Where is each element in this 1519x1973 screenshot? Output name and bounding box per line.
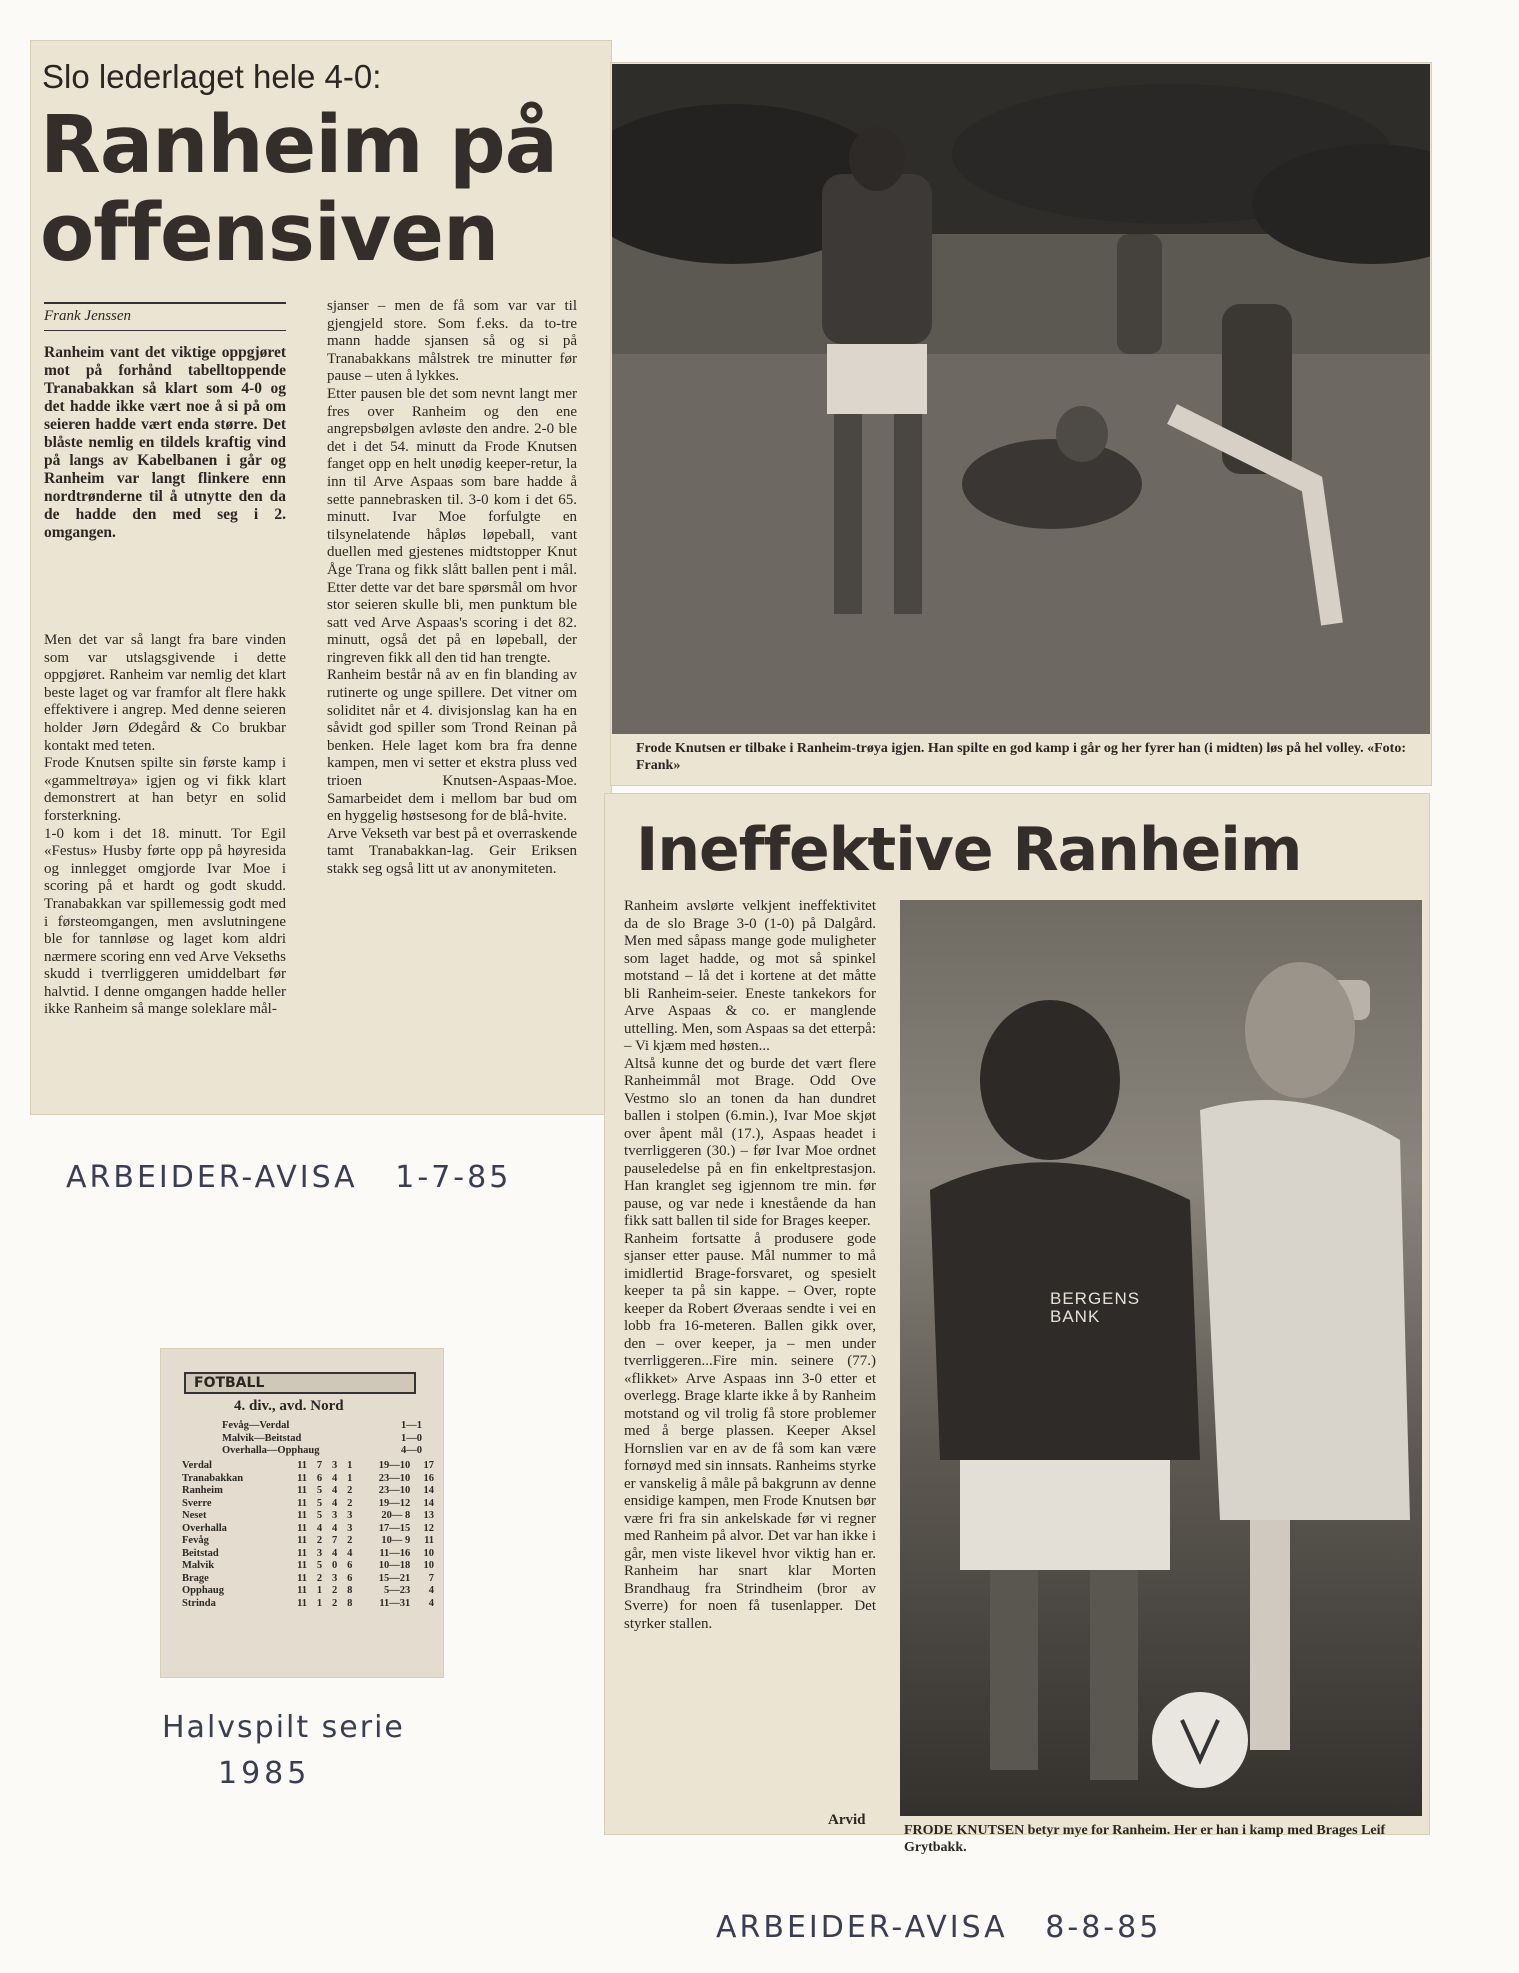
article2-headline: Ineffektive Ranheim [636, 815, 1302, 885]
table-row: Neset 11 5 3 3 20— 8 13 [182, 1510, 434, 1521]
table-row: Strinda 11 1 2 8 11—31 4 [182, 1597, 434, 1609]
shirt-sponsor-logo: BERGENS BANK [1050, 1289, 1141, 1326]
handwritten-note-line2: 1985 [218, 1756, 311, 1791]
article2-handwritten-source: ARBEIDER-AVISA 8-8-85 [716, 1910, 1162, 1945]
article2-photo-scene [900, 900, 1422, 1816]
byline-rule-bottom [44, 330, 286, 331]
table-header: FOTBALL [194, 1375, 265, 1391]
table-row: Ranheim 11 5 4 2 23—10 14 [182, 1485, 434, 1496]
article2-match-photo [900, 900, 1422, 1816]
article2-photo-caption: FRODE KNUTSEN betyr mye for Ranheim. Her er han i kamp med Brages Leif Grytbakk. [904, 1823, 1386, 1855]
article1-handwritten-source: ARBEIDER-AVISA 1-7-85 [66, 1160, 512, 1195]
article1-headline-line1: Ranheim på [40, 99, 557, 191]
result-row: Fevåg—Verdal 1—1 [222, 1420, 422, 1431]
article1-photo-scene [612, 64, 1430, 734]
article1-match-photo [612, 64, 1430, 734]
article1-column1-body: Men det var så langt fra bare vinden som var utslagsgivende i dette oppgjøret. Ranheim var nemlig det klart beste laget og var framfor alt flere hakk effektivere i angrep. Med denne seieren holder Jørn Ødegård & Co brukbar kontakt med teten. Frode Knutsen spilte sin første kamp i «gammeltrøya» igjen og vi fikk klart demonstrert at han betyr en solid forsterkning. 1-0 kom i det 18. minutt. Tor Egil «Festus» Husby førte opp på høyresida og innlegget omgjorde Ivar Moe i scoring på et hardt og godt skudd. Tranabakkan var spillemessig godt med i førsteomgangen, men avslutningene ble for tannløse og laget kom aldri nærmere scoring enn ved Arve Vekseths skudd i tverrliggeren umiddelbart før halvtid. I denne omgangen hadde heller ikke Ranheim så mange soleklare mål- [44, 632, 286, 1018]
table-row: Overhalla 11 4 4 3 17—15 12 [182, 1522, 434, 1534]
article1-column2-body: sjanser – men de få som var var til gjengjeld store. Som f.eks. da to-tre mann hadde sjansen så og si på Tranabakkans målstrek tre minutter før pause – uten å lykkes. Etter pausen ble det som nevnt langt mer fres over Ranheim og den ene angrepsbølgen avløste den andre. 2-0 ble det i det 54. minutt da Frode Knutsen fanget opp en helt unødig keeper-retur, la inn til Arve Aspaas som bare hadde å sette pannebrasken til. 3-0 kom i det 65. minutt. Ivar Moe forfulgte en tilsynelatende håpløs løpeball, vant duellen med gjestenes midtstopper Knut Åge Trana og fikk slått ballen pent i mål. Etter dette var det bare spørsmål om hvor stor seieren skulle bli, men punktum ble satt ved Arve Aspaas's scoring i det 82. minutt, også det på en løpeball, der ringreven fikk all den tid han trengte. Ranheim består nå av en fin blanding av rutinerte og unge spillere. Det vitner om soliditet når et 4. divisjonslag kan ha en såvidt god spiller som Trond Reinan på benken. Hele laget kom bra fra denne kampen, men vi setter et ekstra pluss ved trioen Knutsen-Aspaas-Moe. Samarbeidet dem i mellom bar bud om en hyggelig høstsesong for de blå-hvite. Arve Vekseth var best på et overraskende tamt Tranabakkan-lag. Geir Eriksen stakk seg også litt ut av anonymiteten. [327, 298, 577, 877]
article2-body: Ranheim avslørte velkjent ineffektivitet da de slo Brage 3-0 (1-0) på Dalgård. Men med såpass mange gode muligheter som laget hadde, og mot så spinkel motstand – lå det i kortene at det måtte bli Ranheim-seier. Eneste tankekors for Arve Aspaas & co. er manglende uttelling. Men, som Aspaas sa det etterpå: – Vi kjæm med høsten... Altså kunne det og burde det vært flere Ranheimmål mot Brage. Odd Ove Vestmo slo an tonen da han dundret ballen i stolpen (6.min.), Ivar Moe skjøt over åpent mål (17.), Aspaas headet i tverrliggeren (30.) – før Ivar Moe ordnet pauseledelse på en fin enkeltprestasjon. Han kranglet seg igjennom tre min. før pause, og var nede i knestående da han fikk satt ballen til side for Brages keeper. Ranheim fortsatte å produsere gode sjanser etter pause. Mål nummer to må imidlertid Brage-forsvaret, og spesielt keeper ta på sin kappe. – Over, ropte keeper da Robert Øveraas sendte i vei en lobb fra 16-meteren. Ballen gikk over, den – over keeper, ja – men under tverrliggeren...Fire min. seinere (77.) «flikket» Arve Aspaas inn 3-0 etter et overlegg. Brage klarte ikke å by Ranheim motstand og vil trolig få store problemer med å berge plassen. Keeper Aksel Hornslien var en av de få som kan være fornøyd med sin innsats. Ranheims styrke er vanskelig å måle på bakgrunn av denne ensidige kampen, men Frode Knutsen bør være fri fra sin ankelskade før vi regner med Ranheim på alvor. Det var han ikke i går, men viste likevel hvor viktig han er. Ranheim har snart klar Morten Brandhaug fra Strindheim (bror av Sverre) for noen få tusenlapper. Det styrker stallen. [624, 898, 876, 1632]
article1-kicker: Slo lederlaget hele 4-0: [42, 58, 382, 95]
table-row: Brage 11 2 3 6 15—21 7 [182, 1572, 434, 1584]
table-title: 4. div., avd. Nord [234, 1398, 344, 1414]
table-row: Sverre 11 5 4 2 19—12 14 [182, 1497, 434, 1509]
article1-lead-paragraph: Ranheim vant det viktige oppgjøret mot på forhånd tabelltoppende Tranabakkan så klart som 4-0 og det hadde ikke vært noe å si på om seieren hadde vært enda større. Det blåste nemlig en tildels kraftig vind på langs av Kabelbanen i går og Ranheim var langt flinkere enn nordtrønderne til å utnytte den da de hadde den med seg i 2. omgangen. [44, 344, 286, 541]
handwritten-note-line1: Halvspilt serie [162, 1710, 405, 1745]
table-row: Opphaug 11 1 2 8 5—23 4 [182, 1585, 434, 1596]
article1-photo-caption: Frode Knutsen er tilbake i Ranheim-trøya igjen. Han spilte en god kamp i går og her fyrer han (i midten) løs på hel volley. «Foto: Frank» [636, 741, 1407, 773]
table-row: Verdal 11 7 3 1 19—10 17 [182, 1460, 434, 1471]
table-row: Beitstad 11 3 4 4 11—16 10 [182, 1547, 434, 1559]
results-table [192, 1420, 424, 1458]
article2-signature: Arvid [828, 1812, 866, 1828]
result-row: Malvik—Beitstad 1—0 [222, 1432, 422, 1444]
table-header-box [184, 1372, 416, 1394]
article1-headline-line2: offensiven [40, 187, 499, 279]
table-row: Tranabakkan 11 6 4 1 23—10 16 [182, 1472, 434, 1484]
standings-table [180, 1460, 436, 1610]
byline-rule-top [44, 302, 286, 304]
result-row: Overhalla—Opphaug 4—0 [222, 1445, 422, 1456]
table-row: Fevåg 11 2 7 2 10— 9 11 [182, 1535, 434, 1546]
table-row: Malvik 11 5 0 6 10—18 10 [182, 1560, 434, 1571]
byline: Frank Jenssen [44, 308, 132, 324]
